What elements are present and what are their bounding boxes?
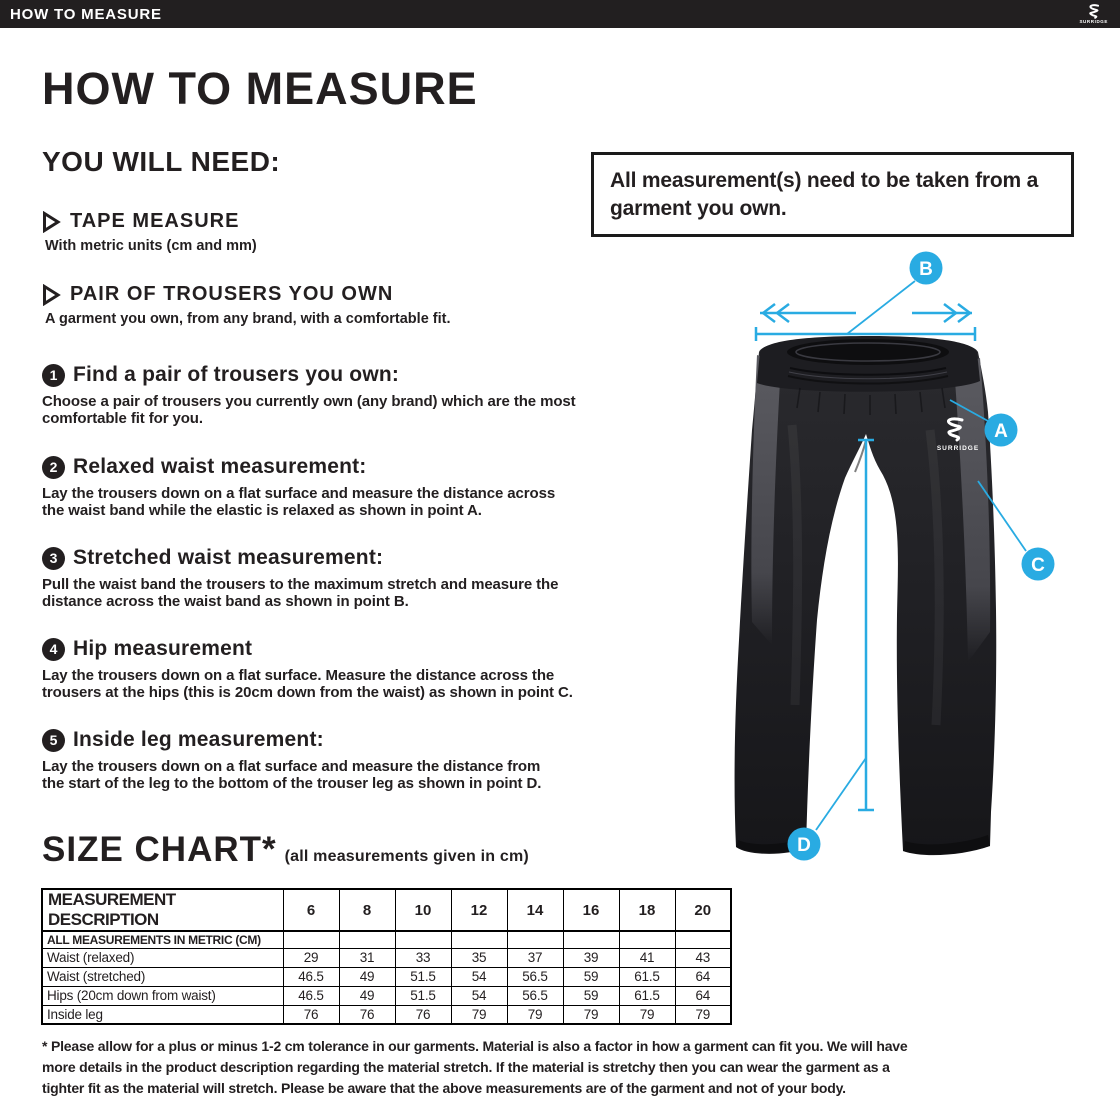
cell: 79 [619,1005,675,1024]
cell: 76 [283,1005,339,1024]
step-heading: Stretched waist measurement: [73,546,384,569]
step-5 [42,728,672,792]
point-b-label: B [919,259,933,280]
cell: 61.5 [619,967,675,986]
need-item-description: With metric units (cm and mm) [45,238,257,254]
size-chart-heading: SIZE CHART* [42,830,277,869]
table-row [42,948,731,967]
cell: 79 [451,1005,507,1024]
subheader-cell: ALL MEASUREMENTS IN METRIC (CM) [42,931,283,948]
surridge-brand-text: SURRIDGE [1079,18,1108,24]
note-line: garment you own. [610,197,787,220]
step-2 [42,455,672,519]
header-cell: 20 [675,889,731,931]
row-label: Waist (relaxed) [42,948,283,967]
need-item-trousers [42,283,451,327]
point-c-badge [1022,548,1055,581]
step-number-badge: 5 [42,729,65,752]
size-chart-title [42,830,529,870]
footnote-line: more details in the product description regarding the material stretch. If the material is stretchy then you can wear the garment as a [42,1059,890,1075]
row-label: Waist (stretched) [42,967,283,986]
surridge-s-icon [1086,4,1102,19]
table-row [42,986,731,1005]
cell: 79 [675,1005,731,1024]
cell: 41 [619,948,675,967]
step-body-line: distance across the waist band as shown in point B. [42,592,409,610]
step-heading: Hip measurement [73,637,253,660]
need-item-title: PAIR OF TROUSERS YOU OWN [70,283,394,305]
step-body-line: Lay the trousers down on a flat surface and measure the distance across [42,485,556,502]
footnote-line: * Please allow for a plus or minus 1-2 cm tolerance in our garments. Material is also a factor in how a garment can fit you. We will have [42,1038,908,1054]
step-body-line: comfortable fit for you. [42,409,203,427]
step-body-line: Pull the waist band the trousers to the maximum stretch and measure the [42,576,559,593]
step-body-line: Lay the trousers down on a flat surface. Measure the distance across the [42,667,555,684]
size-chart-subtitle: (all measurements given in cm) [284,848,529,865]
point-c-label: C [1031,555,1045,576]
cell: 56.5 [507,986,563,1005]
cell: 59 [563,967,619,986]
step-body-line: trousers at the hips (this is 20cm down from the waist) as shown in point C. [42,683,573,701]
row-label: Hips (20cm down from waist) [42,986,283,1005]
cell: 61.5 [619,986,675,1005]
table-header-row [42,889,731,931]
cell: 76 [395,1005,451,1024]
cell: 39 [563,948,619,967]
cell: 46.5 [283,967,339,986]
triangle-bullet-icon [42,211,61,233]
top-bar [0,0,1120,28]
step-number-badge: 1 [42,364,65,387]
step-heading: Relaxed waist measurement: [73,455,367,478]
triangle-bullet-icon [42,284,61,306]
cell: 31 [339,948,395,967]
cell: 33 [395,948,451,967]
point-a-label: A [994,421,1008,442]
page-title: HOW TO MEASURE [42,63,478,114]
cell: 76 [339,1005,395,1024]
header-cell: 8 [339,889,395,931]
point-d-badge [788,828,821,861]
step-number-badge: 4 [42,638,65,661]
cell: 54 [451,986,507,1005]
header-cell: 18 [619,889,675,931]
cell: 79 [507,1005,563,1024]
need-item-description: A garment you own, from any brand, with a comfortable fit. [45,311,451,327]
cell: 64 [675,986,731,1005]
surridge-logo [1079,4,1112,25]
cell: 49 [339,967,395,986]
step-number-badge: 3 [42,547,65,570]
step-4 [42,637,672,701]
point-b-badge [910,252,943,285]
cell: 35 [451,948,507,967]
header-cell: 12 [451,889,507,931]
table-subheader-row [42,931,731,948]
header-cell: 16 [563,889,619,931]
cell: 37 [507,948,563,967]
cell: 79 [563,1005,619,1024]
top-bar-title: HOW TO MEASURE [10,5,162,23]
header-cell: 6 [283,889,339,931]
cell: 51.5 [395,967,451,986]
cell: 43 [675,948,731,967]
cell: 29 [283,948,339,967]
header-cell: 14 [507,889,563,931]
step-1 [42,363,672,427]
table-row [42,1005,731,1024]
step-3 [42,546,672,610]
step-body-line: Choose a pair of trousers you currently own (any brand) which are the most [42,393,576,410]
cell: 46.5 [283,986,339,1005]
point-a-badge [985,414,1018,447]
step-heading: Find a pair of trousers you own: [73,363,400,386]
need-item-tape-measure [42,210,257,254]
header-cell: 10 [395,889,451,931]
note-line: All measurement(s) need to be taken from a [610,169,1039,192]
table-row [42,967,731,986]
you-will-need-heading: YOU WILL NEED: [42,146,281,177]
step-body-line: the waist band while the elastic is relaxed as shown in point A. [42,501,482,519]
cell: 51.5 [395,986,451,1005]
trousers-measurement-diagram [690,230,1120,910]
row-label: Inside leg [42,1005,283,1024]
step-heading: Inside leg measurement: [73,728,324,751]
garment-logo-text: SURRIDGE [936,445,980,452]
step-body-line: Lay the trousers down on a flat surface and measure the distance from [42,758,541,775]
step-body-line: the start of the leg to the bottom of the trouser leg as shown in point D. [42,774,542,792]
cell: 59 [563,986,619,1005]
footnote [42,1036,907,1099]
cell: 56.5 [507,967,563,986]
point-d-label: D [797,835,811,856]
step-number-badge: 2 [42,456,65,479]
note-box [591,152,1074,237]
size-chart-table [41,888,732,1025]
need-item-title: TAPE MEASURE [70,210,240,232]
header-cell: MEASUREMENT DESCRIPTION [42,889,283,931]
cell: 64 [675,967,731,986]
footnote-line: tighter fit as the material will stretch. Please be aware that the above measurements are of the garment and not of your body. [42,1080,846,1096]
cell: 49 [339,986,395,1005]
cell: 54 [451,967,507,986]
